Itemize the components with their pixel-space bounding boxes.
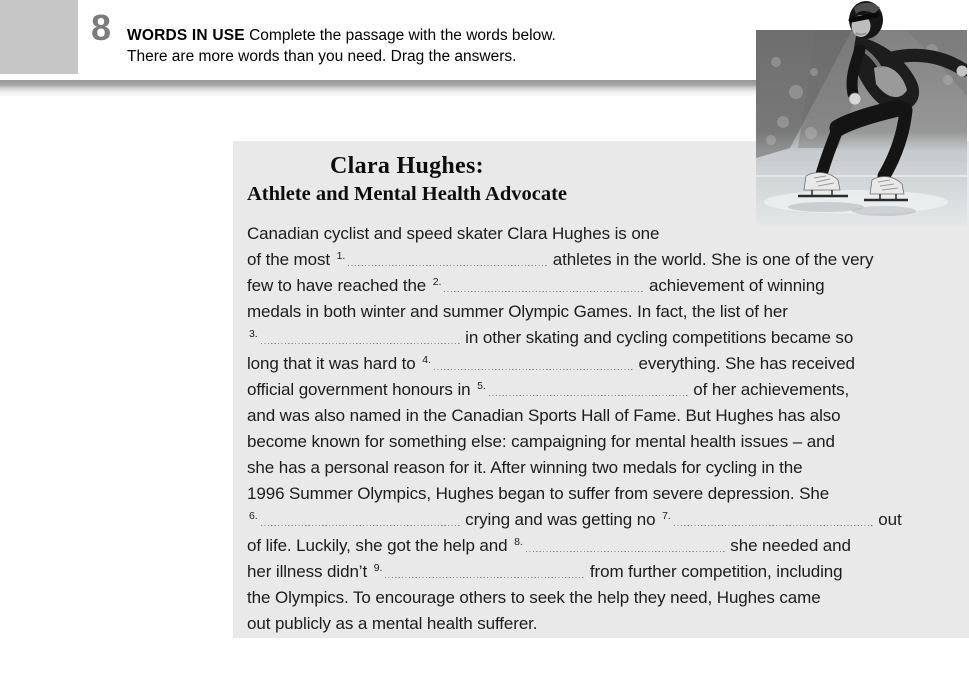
passage-line: the Olympics. To encourage others to seek the help they need, Hughes came xyxy=(247,588,821,607)
blank-dotted-line xyxy=(434,358,634,370)
blank-dotted-line xyxy=(348,254,548,266)
passage-line: 6. crying and was getting no 7. out xyxy=(247,507,961,533)
answer-blank-6[interactable] xyxy=(247,507,461,533)
blank-dotted-line xyxy=(674,514,874,526)
answer-blank-3[interactable] xyxy=(247,325,461,351)
passage-line: medals in both winter and summer Olympic Games. In fact, the list of her xyxy=(247,302,788,321)
skater-head xyxy=(849,1,883,39)
blank-number: 7. xyxy=(662,510,671,522)
instruction-line-1 xyxy=(127,25,747,46)
section-divider xyxy=(0,80,758,97)
passage-line: 3. in other skating and cycling competitions became so xyxy=(247,325,961,351)
blank-dotted-line xyxy=(444,280,644,292)
blank-number: 1. xyxy=(336,250,346,262)
passage-title-block xyxy=(247,151,567,207)
blank-number: 3. xyxy=(249,328,258,340)
blank-number: 4. xyxy=(422,354,431,366)
passage-line: 1996 Summer Olympics, Hughes began to suffer from severe depression. She xyxy=(247,484,830,503)
exercise-number: 8 xyxy=(91,7,112,48)
passage-line: long that it was hard to 4. everything. She has received xyxy=(247,351,961,377)
passage-line: become known for something else: campaigning for mental health issues – and xyxy=(247,432,835,451)
answer-blank-8[interactable] xyxy=(512,533,726,559)
speed-skater-photo xyxy=(756,0,967,225)
exercise-instructions xyxy=(127,25,747,67)
passage-line: few to have reached the 2. achievement of winning xyxy=(247,273,961,299)
blank-number: 6. xyxy=(249,510,258,522)
blank-number: 5. xyxy=(477,380,486,392)
blank-number: 9. xyxy=(373,562,383,574)
passage-line: Canadian cyclist and speed skater Clara Hughes is one xyxy=(247,224,660,243)
passage-body xyxy=(247,221,961,637)
answer-blank-5[interactable] xyxy=(475,377,689,403)
answer-blank-4[interactable] xyxy=(420,351,634,377)
blank-dotted-line xyxy=(261,514,461,526)
blank-dotted-line xyxy=(526,540,726,552)
passage-line: official government honours in 5. of her achievements, xyxy=(247,377,961,403)
blank-dotted-line xyxy=(489,384,689,396)
corner-block xyxy=(0,0,78,74)
passage-line: of the most 1. athletes in the world. She is one of the very xyxy=(247,247,961,273)
answer-blank-9[interactable] xyxy=(372,559,586,585)
passage-title: Clara Hughes: xyxy=(330,153,484,179)
answer-blank-1[interactable] xyxy=(335,247,549,273)
passage-subtitle: Athlete and Mental Health Advocate xyxy=(247,183,567,205)
instruction-text-1: Complete the passage with the words below. xyxy=(249,27,556,44)
instruction-text-2: There are more words than you need. Drag the answers. xyxy=(127,48,517,65)
exercise-type-label: WORDS IN USE xyxy=(127,27,245,44)
passage-line: and was also named in the Canadian Sports Hall of Fame. But Hughes has also xyxy=(247,406,841,425)
passage-line: out publicly as a mental health sufferer. xyxy=(247,614,538,633)
passage-line: she has a personal reason for it. After winning two medals for cycling in the xyxy=(247,458,803,477)
answer-blank-7[interactable] xyxy=(660,507,874,533)
passage-line: of life. Luckily, she got the help and 8. she needed and xyxy=(247,533,961,559)
passage-line: her illness didn’t 9. from further competition, including xyxy=(247,559,961,585)
blank-dotted-line xyxy=(385,566,585,578)
blank-number: 2. xyxy=(432,276,442,288)
blank-dotted-line xyxy=(261,332,461,344)
answer-blank-2[interactable] xyxy=(431,273,645,299)
blank-number: 8. xyxy=(514,536,523,548)
